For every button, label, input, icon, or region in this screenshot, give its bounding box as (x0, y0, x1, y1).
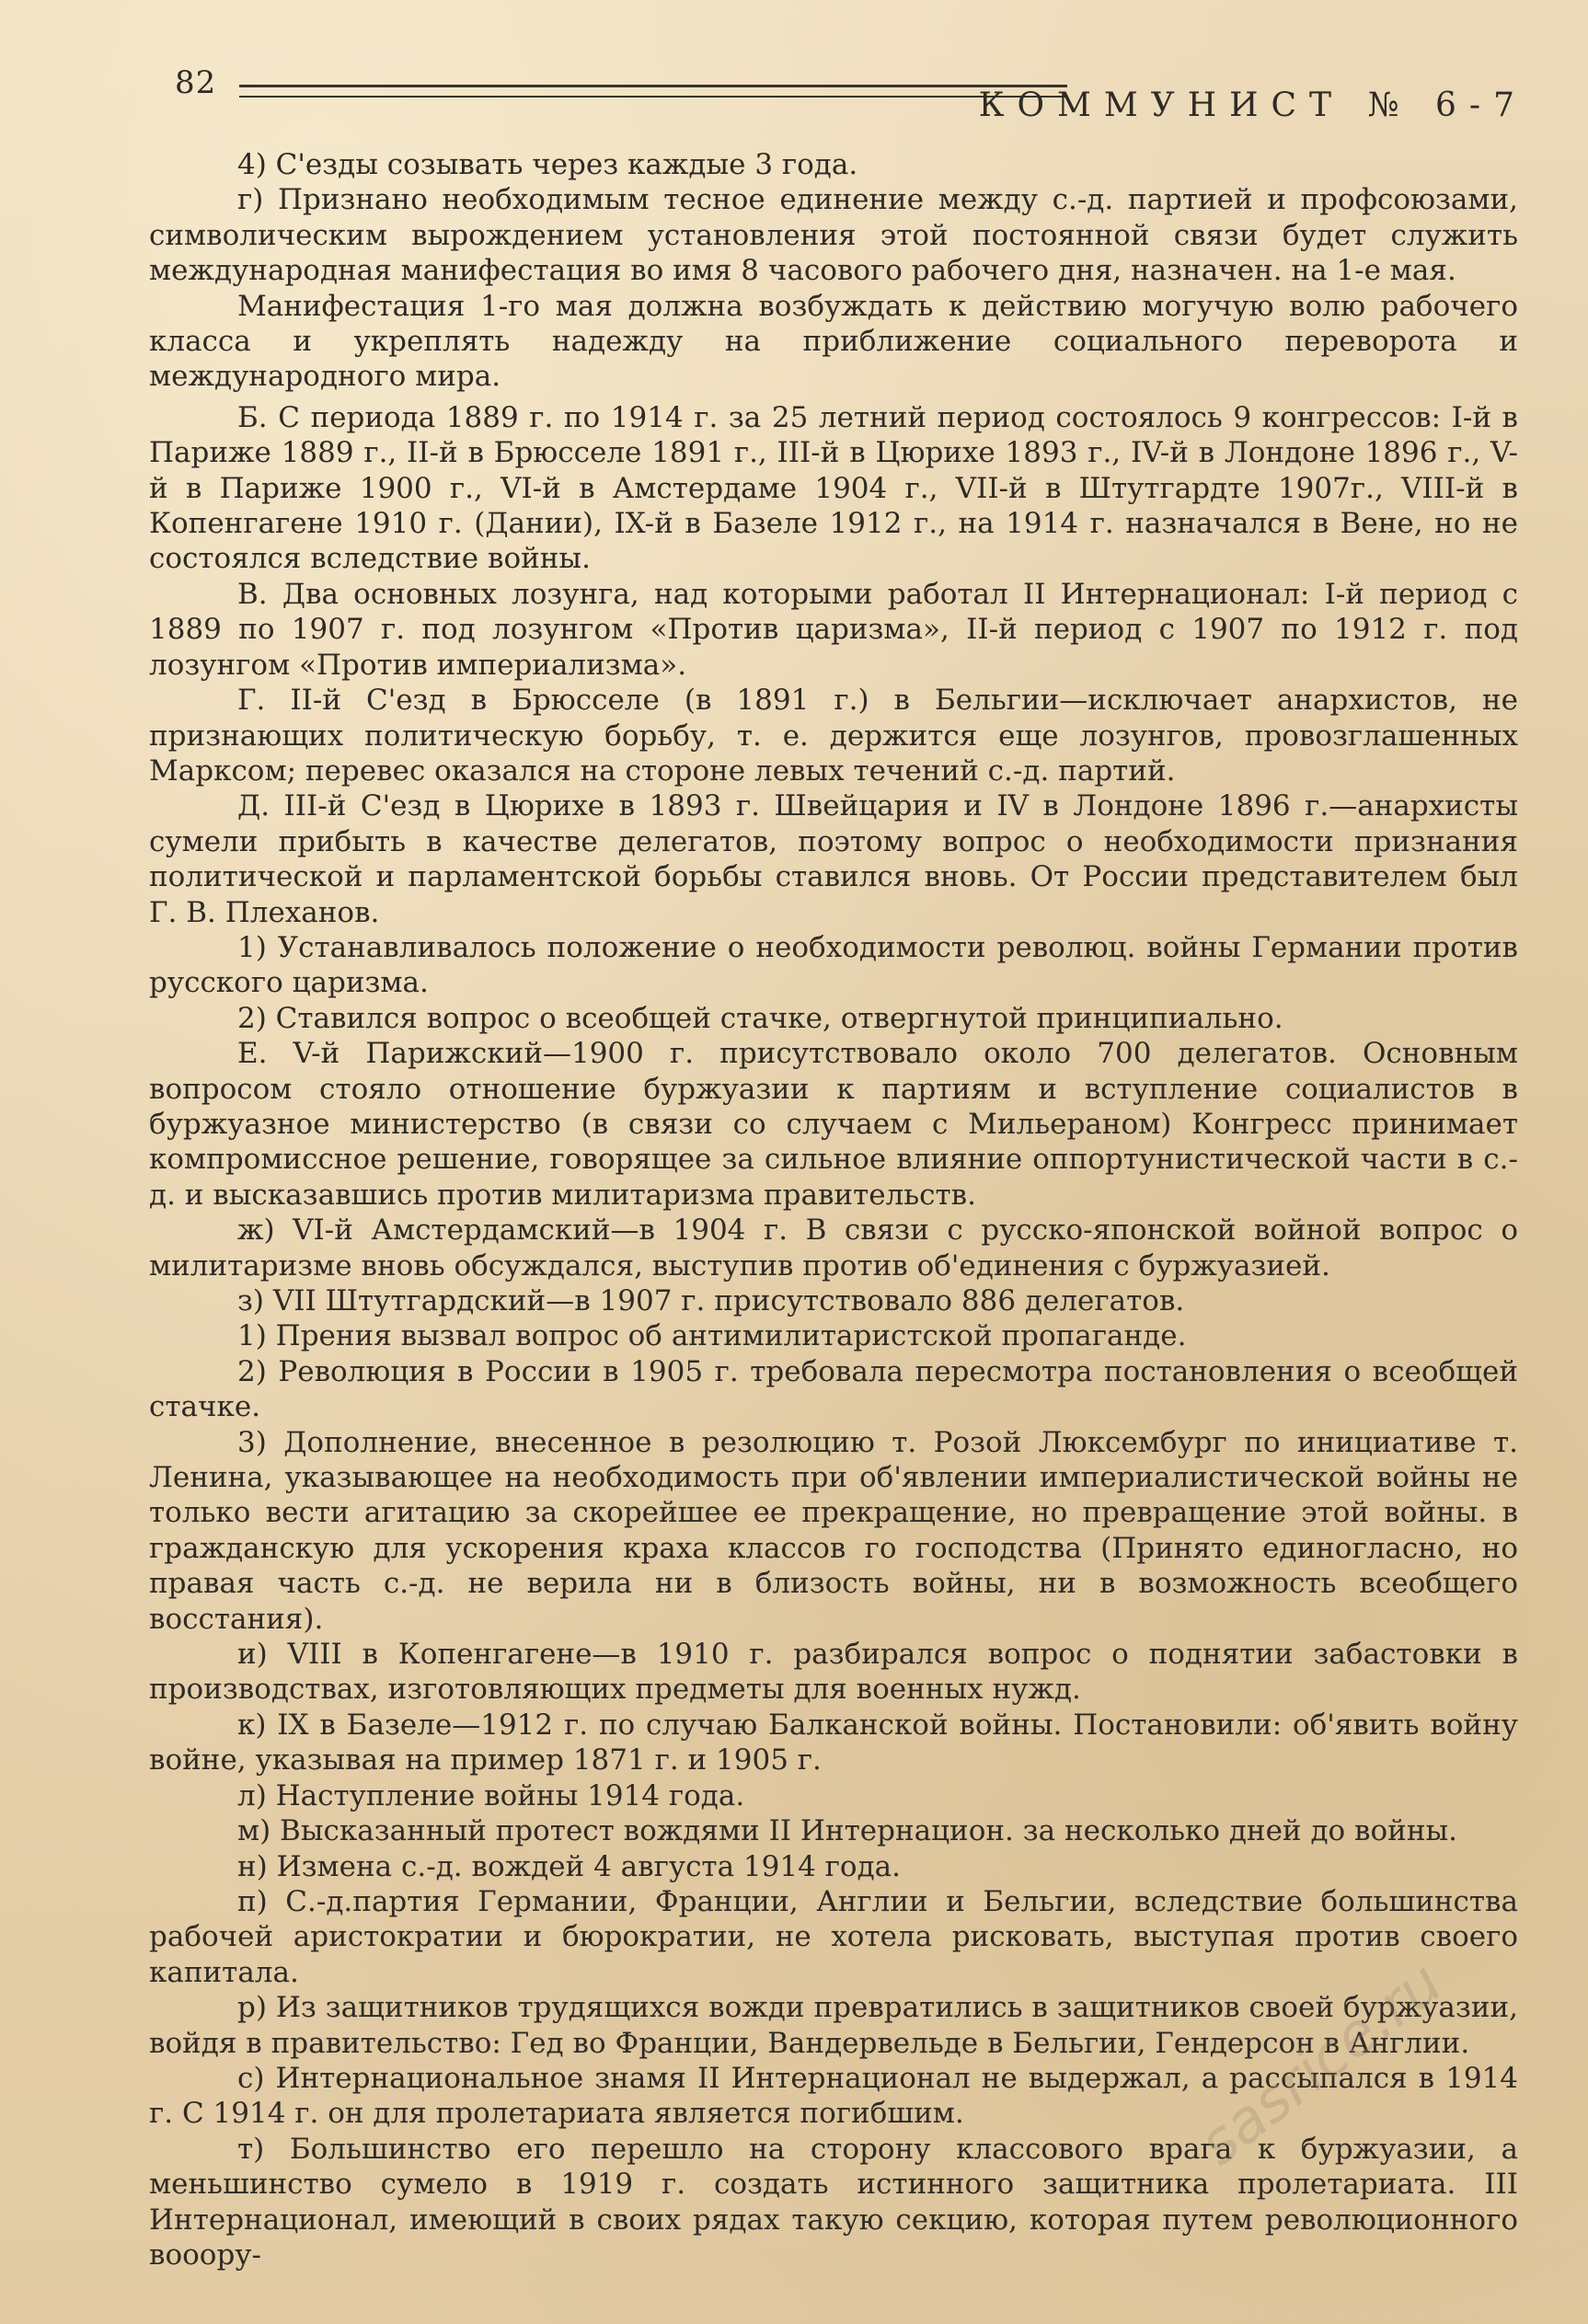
page-header (175, 57, 1527, 124)
paragraph: п) С.-д.партия Германии, Франции, Англии и Бельгии, вследствие большинства рабочей аристократии и бюрократии, не хотела рисковать, выступая против своего капитала. (149, 1884, 1518, 1989)
paragraph: 1) Устанавливалось положение о необходимости революц. войны Германии против русского царизма. (149, 930, 1518, 1000)
paragraph: 1) Прения вызвал вопрос об антимилитаристской пропаганде. (237, 1319, 1187, 1353)
paragraph: Манифестация 1-го мая должна возбуждать к действию могучую волю рабочего класса и укреплять надежду на приближение социального переворота и международного мира. (149, 289, 1518, 394)
paragraph: 3) Дополнение, внесенное в резолюцию т. Розой Люксембург по инициативе т. Ленина, указывающее на необходимость при об'явлении империалистической войны не только вести агитацию за скорейшее ее прекращение, но превращение этой войны. в гражданскую для ускорения краха классов го господства (Принято единогласно, но правая часть с.-д. не верила ни в близость войны, ни в возможность всеобщего восстания). (149, 1425, 1518, 1636)
paragraph: Е. V-й Парижский—1900 г. присутствовало около 700 делегатов. Основным вопросом стояло отношение буржуазии к партиям и вступление социалистов в буржуазное министерство (в связи со случаем с Мильераном) Конгресс принимает компромиссное решение, говорящее за сильное влияние оппортунистической части в с.-д. и высказавшись против милитаризма правительств. (149, 1037, 1518, 1212)
paragraph: н) Измена с.-д. вождей 4 августа 1914 года. (237, 1849, 901, 1883)
paragraph: з) VII Штутгардский—в 1907 г. присутствовало 886 делегатов. (237, 1284, 1185, 1317)
paragraph: 2) Ставился вопрос о всеобщей стачке, отвергнутой принципиально. (237, 1001, 1283, 1035)
paragraph: с) Интернациональное знамя II Интернационал не выдержал, а рассыпался в 1914 г. С 1914 г. он для пролетариата является погибшим. (149, 2061, 1518, 2131)
paragraph: Б. С периода 1889 г. по 1914 г. за 25 летний период состоялось 9 конгрессов: I-й в Париже 1889 г., II-й в Брюсселе 1891 г., III-й в Цюрихе 1893 г., IV-й в Лондоне 1896 г., V-й в Париже 1900 г., VI-й в Амстердаме 1904 г., VII-й в Штутгардте 1907г., VIII-й в Копенгагене 1910 г. (Дании), IX-й в Базеле 1912 г., на 1914 г. назначался в Вене, но не состоялся вследствие войны. (149, 400, 1518, 576)
paragraph: ж) VI-й Амстердамский—в 1904 г. В связи с русско-японской войной вопрос о милитаризме вновь обсуждался, выступив против об'единения с буржуазией. (149, 1214, 1518, 1283)
paragraph: и) VIII в Копенгагене—в 1910 г. разбирался вопрос о поднятии забастовки в производствах, изготовляющих предметы для военных нужд. (149, 1638, 1518, 1707)
paragraph: В. Два основных лозунга, над которыми работал II Интернационал: I-й период с 1889 по 1907 г. под лозунгом «Против царизма», II-й период с 1907 по 1912 г. под лозунгом «Против империализма». (149, 577, 1518, 682)
article-body (149, 147, 1518, 2272)
paragraph: м) Высказанный протест вождями II Интернацион. за несколько дней до войны. (237, 1814, 1458, 1848)
page-number: 82 (175, 64, 217, 101)
watermark: sasrice.ru (1187, 1949, 1456, 2180)
paragraph: л) Наступление войны 1914 года. (237, 1778, 745, 1812)
header-rule-thin (239, 96, 1067, 98)
paragraph: Г. II-й С'езд в Брюсселе (в 1891 г.) в Бельгии—исключает анархистов, не признающих политическую борьбу, т. е. держится еще лозунгов, провозглашенных Марксом; перевес оказался на стороне левых течений с.-д. партий. (149, 684, 1518, 788)
paragraph: р) Из защитников трудящихся вожди превратились в защитников своей буржуазии, войдя в правительство: Гед во Франции, Вандервельде в Бельгии, Гендерсон в Англии. (149, 1991, 1518, 2060)
paragraph: 2) Революция в России в 1905 г. требовала пересмотра постановления о всеобщей стачке. (149, 1354, 1518, 1424)
journal-title: КОММУНИСТ № 6-7 (978, 86, 1527, 124)
paragraph: 4) С'езды созывать через каждые 3 года. (237, 148, 858, 181)
paragraph: к) IX в Базеле—1912 г. по случаю Балканской войны. Постановили: об'явить войну войне, указывая на пример 1871 г. и 1905 г. (149, 1708, 1518, 1778)
paragraph: т) Большинство его перешло на сторону классового врага к буржуазии, а меньшинство сумело в 1919 г. создать истинного защитника пролетариата. III Интернационал, имеющий в своих рядах такую секцию, которая путем революционного вооору- (149, 2132, 1518, 2272)
paragraph: г) Признано необходимым тесное единение между с.-д. партией и профсоюзами, символическим вырождением установления этой постоянной связи будет служить международная манифестация во имя 8 часового рабочего дня, назначен. на 1-е мая. (149, 183, 1518, 288)
header-rule (239, 85, 1067, 87)
paragraph: Д. III-й С'езд в Цюрихе в 1893 г. Швейцария и IV в Лондоне 1896 г.—анархисты сумели прибыть в качестве делегатов, поэтому вопрос о необходимости признания политической и парламентской борьбы ставился вновь. От России представителем был Г. В. Плеханов. (149, 789, 1518, 929)
